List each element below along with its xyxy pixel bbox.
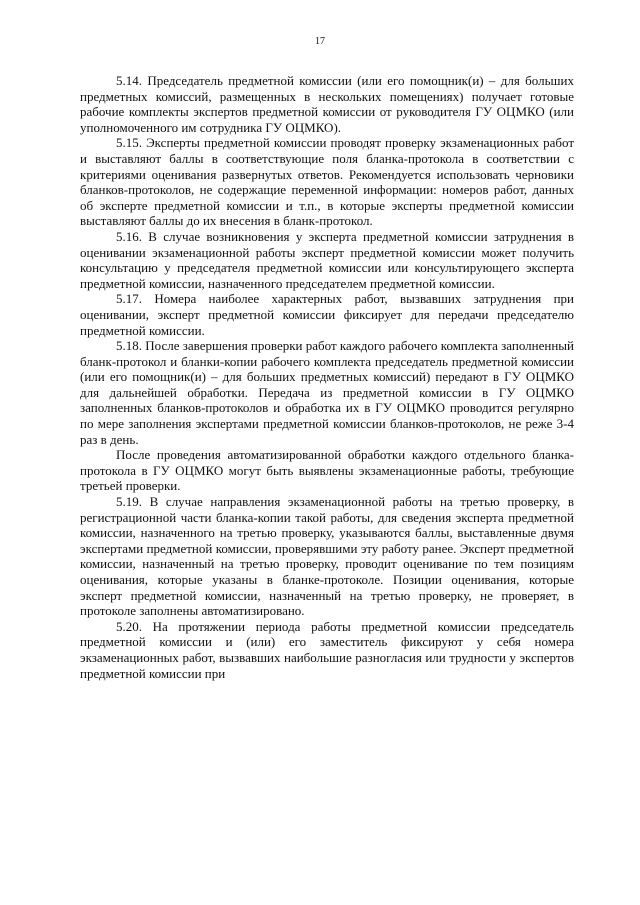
page-number: 17 — [315, 36, 325, 47]
document-body — [80, 73, 574, 681]
paragraph-5-15: 5.15. Эксперты предметной комиссии проводят проверку экзаменационных работ и выставляют баллы в соответствующие поля бланка-протокола в соответствии с критериями оценивания развернутых ответов. Рекомендуется использовать черновики бланков-протоколов, не содержащие переменной информации: номеров работ, данных об эксперте предметной комиссии и т.п., в которые эксперты предметной комиссии выставляют баллы до их внесения в бланк-протокол. — [80, 135, 574, 229]
paragraph-5-19: 5.19. В случае направления экзаменационной работы на третью проверку, в регистрационной части бланка-копии такой работы, для сведения эксперта предметной комиссии, назначенного на третью проверку, указываются баллы, выставленные двумя экспертами предметной комиссии, проверявшими эту работу ранее. Эксперт предметной комиссии, назначенный на третью проверку, проводит оценивание по тем позициям оценивания, которые указаны в бланке-протоколе. Позиции оценивания, которые эксперт предметной комиссии, назначенный на третью проверку, не проверяет, в протоколе заполнены автоматизировано. — [80, 494, 574, 619]
paragraph-after-processing: После проведения автоматизированной обработки каждого отдельного бланка-протокола в ГУ ОЦМКО могут быть выявлены экзаменационные работы, требующие третьей проверки. — [80, 447, 574, 494]
paragraph-5-16: 5.16. В случае возникновения у эксперта предметной комиссии затруднения в оценивании экзаменационной работы эксперт предметной комиссии может получить консультацию у председателя предметной комиссии или консультирующего эксперта предметной комиссии, назначенного председателем предметной комиссии. — [80, 228, 574, 291]
paragraph-5-20: 5.20. На протяжении периода работы предметной комиссии председатель предметной комиссии и (или) его заместитель фиксируют у себя номера экзаменационных работ, вызвавших наибольшие разногласия или трудности у экспертов предметной комиссии при — [80, 618, 574, 681]
paragraph-5-17: 5.17. Номера наиболее характерных работ, вызвавших затруднения при оценивании, эксперт предметной комиссии фиксирует для передачи председателю предметной комиссии. — [80, 291, 574, 338]
paragraph-5-18: 5.18. После завершения проверки работ каждого рабочего комплекта заполненный бланк-протокол и бланки-копии рабочего комплекта председатель предметной комиссии (или его помощник(и) – для больших предметных комиссий) передают в ГУ ОЦМКО для дальнейшей обработки. Передача из предметной комиссии в ГУ ОЦМКО заполненных бланков-протоколов и обработка их в ГУ ОЦМКО проводится регулярно по мере заполнения экспертами предметной комиссии бланков-протоколов, не реже 3-4 раз в день. — [80, 338, 574, 447]
paragraph-5-14: 5.14. Председатель предметной комиссии (или его помощник(и) – для больших предметных комиссий, размещенных в нескольких помещениях) получает готовые рабочие комплекты экспертов предметной комиссии от руководителя ГУ ОЦМКО (или уполномоченного им сотрудника ГУ ОЦМКО). — [80, 73, 574, 135]
